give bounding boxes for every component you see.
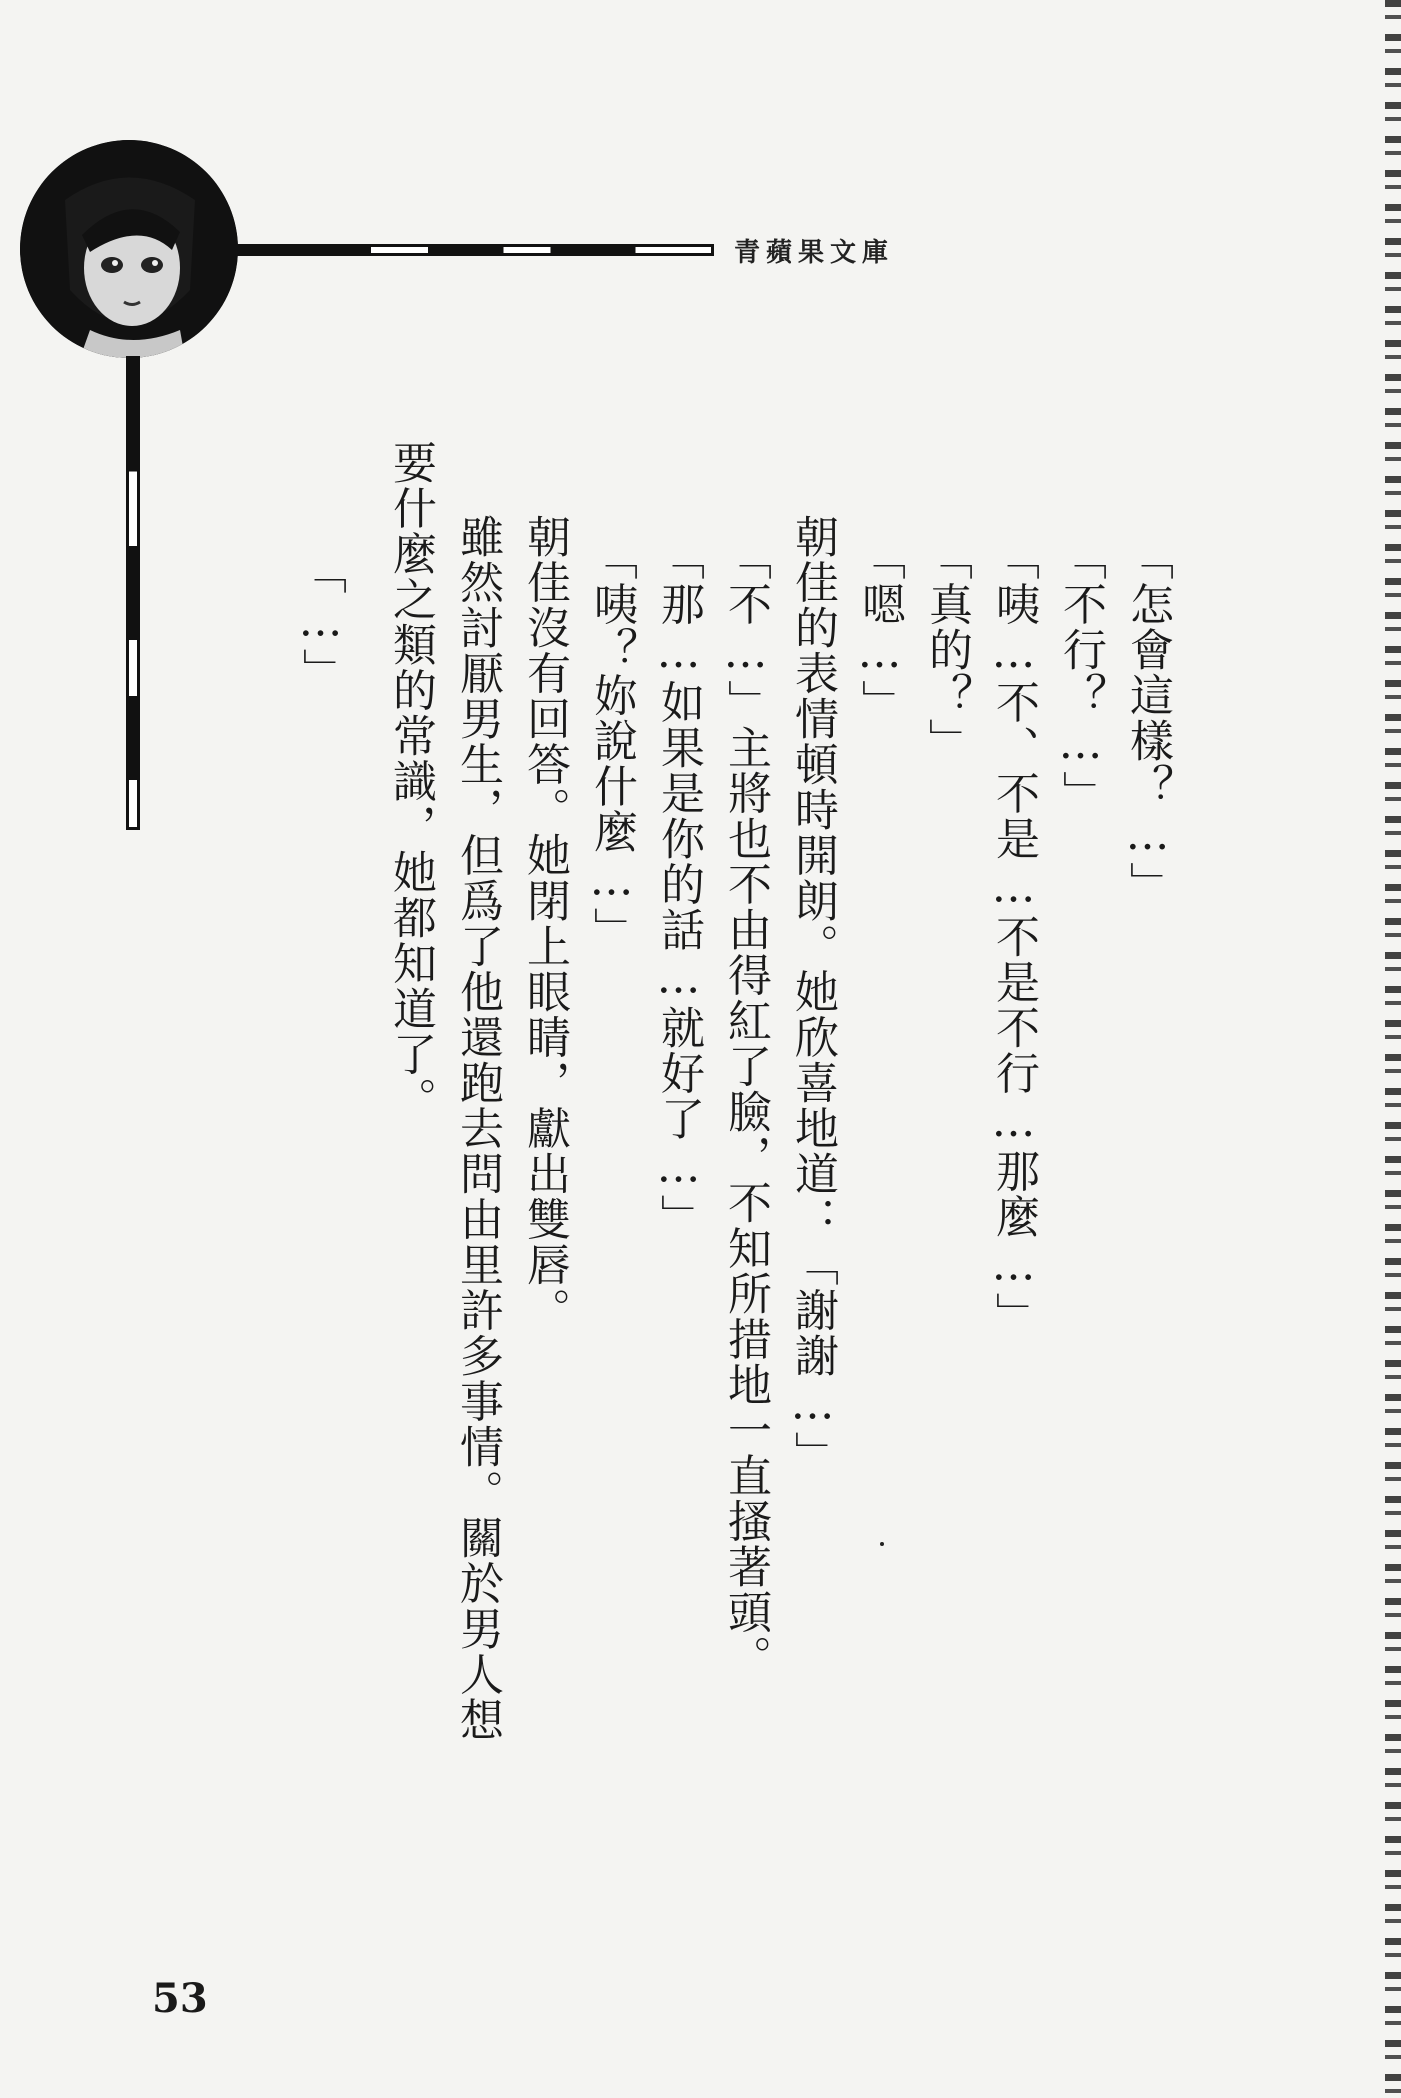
character-portrait — [20, 140, 238, 358]
text-column-7: 「不…」主將也不由得紅了臉，不知所措地一直搔著頭。 — [720, 536, 771, 1681]
page-number: 53 — [152, 1975, 208, 2022]
text-column-6: 朝佳的表情頓時開朗。她欣喜地道：「謝謝…」 — [787, 514, 838, 1477]
text-column-4: 「真的？」 — [921, 536, 972, 764]
decorative-vertical-bar — [126, 356, 140, 830]
decorative-horizontal-bar — [236, 244, 714, 256]
text-column-13: 「…」 — [295, 550, 346, 694]
girl-portrait-illustration — [20, 140, 238, 358]
text-column-12: 要什麼之類的常識，她都知道了。 — [385, 440, 436, 1123]
text-column-1: 「怎會這樣？…」 — [1122, 536, 1173, 907]
text-column-2: 「不行？…」 — [1055, 536, 1106, 816]
series-title: 青蘋果文庫 — [734, 238, 895, 268]
scanned-page-edge — [1385, 0, 1401, 2098]
scan-speck — [880, 1542, 884, 1546]
text-column-3: 「咦…不、不是…不是不行…那麼…」 — [988, 536, 1039, 1338]
text-column-11: 雖然討厭男生，但爲了他還跑去問由里許多事情。關於男人想 — [452, 514, 503, 1743]
text-column-9: 「咦？妳說什麼…」 — [586, 536, 637, 953]
text-column-10: 朝佳沒有回答。她閉上眼睛，獻出雙唇。 — [519, 514, 570, 1333]
text-column-8: 「那…如果是你的話…就好了…」 — [653, 536, 704, 1240]
text-column-5: 「嗯…」 — [854, 536, 905, 725]
